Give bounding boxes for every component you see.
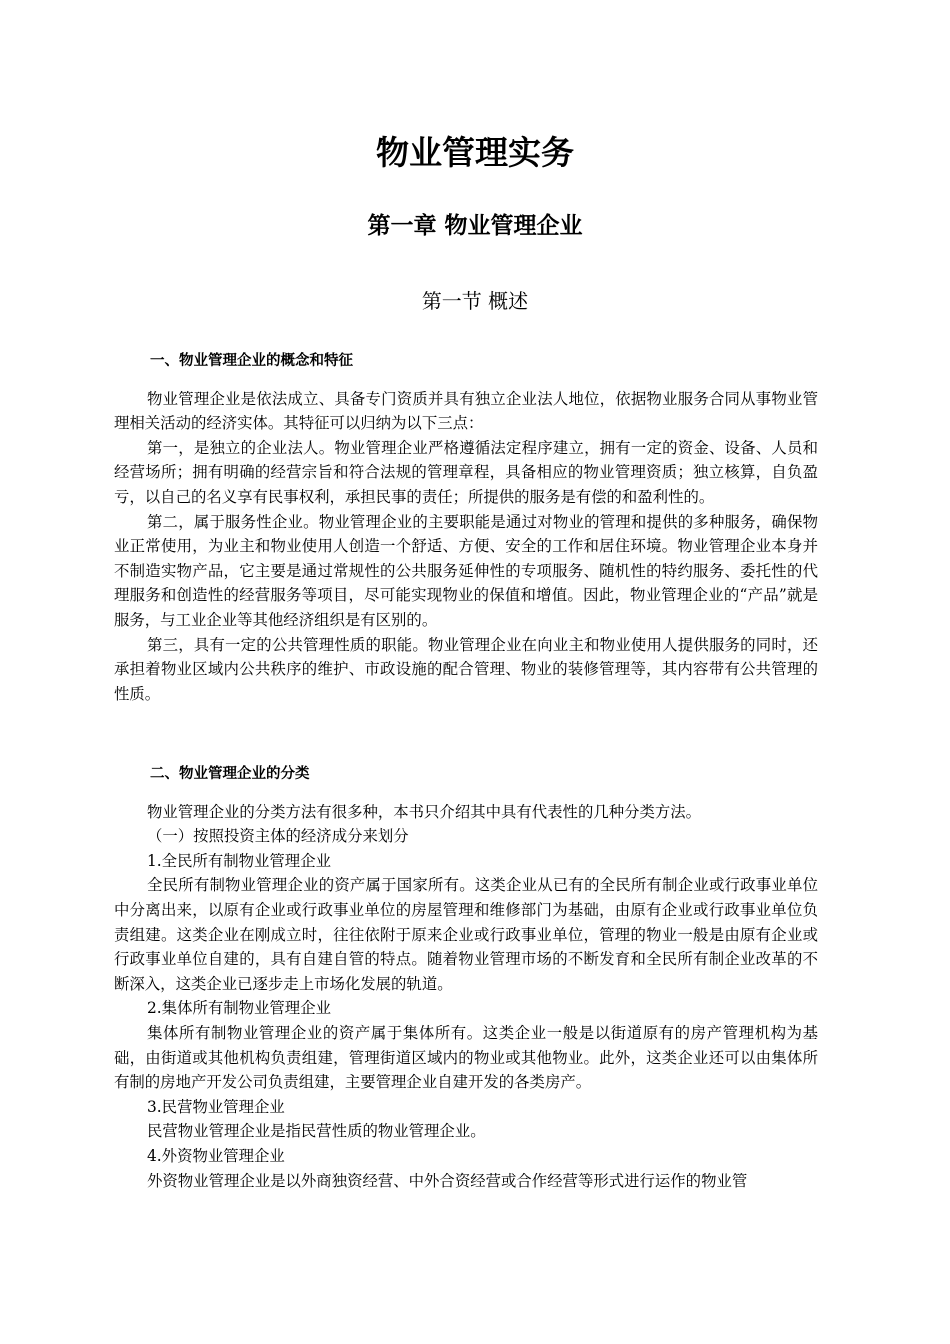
paragraph: 第二，属于服务性企业。物业管理企业的主要职能是通过对物业的管理和提供的多种服务，确保物业正常使用，为业主和物业使用人创造一个舒适、方便、安全的工作和居住环境。物业管理企业本身并不制造实物产品，它主要是通过常规性的公共服务延伸性的专项服务、随机性的特约服务、委托性的代理服务和创造性的经营服务等项目，尽可能实现物业的保值和增值。因此，物业管理企业的“产品”就是服务，与工业企业等其他经济组织是有区别的。 [114, 512, 818, 629]
paragraph: 物业管理企业是依法成立、具备专门资质并具有独立企业法人地位，依据物业服务合同从事物业管理相关活动的经济实体。其特征可以归纳为以下三点： [114, 389, 818, 433]
subheading: 1.全民所有制物业管理企业 [147, 851, 331, 870]
section-heading: 第一节 概述 [421, 289, 529, 313]
paragraph: 集体所有制物业管理企业的资产属于集体所有。这类企业一般是以街道原有的房产管理机构为基础，由街道或其他机构负责组建，管理街道区域内的物业或其他物业。此外，这类企业还可以由集体所有制的房地产开发公司负责组建，主要管理企业自建开发的各类房产。 [114, 1023, 818, 1092]
paragraph: 外资物业管理企业是以外商独资经营、中外合资经营或合作经营等形式进行运作的物业管 [147, 1171, 748, 1190]
subheading: （一）按照投资主体的经济成分来划分 [147, 827, 409, 846]
document-title: 物业管理实务 [376, 133, 574, 172]
part1-block [114, 349, 818, 706]
part2-heading: 二、物业管理企业的分类 [150, 766, 310, 782]
paragraph: 全民所有制物业管理企业的资产属于国家所有。这类企业从已有的全民所有制企业或行政事业单位中分离出来，以原有企业或行政事业单位的房屋管理和维修部门为基础，由原有企业或行政事业单位负责组建。这类企业在刚成立时，往往依附于原来企业或行政事业单位，管理的物业一般是由原有企业或行政事业单位自建的，具有自建自管的特点。随着物业管理市场的不断发育和全民所有制企业改革的不断深入，这类企业已逐步走上市场化发展的轨道。 [114, 876, 818, 993]
subheading: 4.外资物业管理企业 [147, 1146, 285, 1165]
chapter-heading: 第一章 物业管理企业 [367, 213, 583, 239]
paragraph: 第一，是独立的企业法人。物业管理企业严格遵循法定程序建立，拥有一定的资金、设备、人员和经营场所；拥有明确的经营宗旨和符合法规的管理章程，具备相应的物业管理资质；独立核算，自负盈亏，以自己的名义享有民事权利，承担民事的责任；所提供的服务是有偿的和盈利性的。 [114, 438, 818, 506]
subheading: 2.集体所有制物业管理企业 [147, 999, 331, 1018]
paragraph: 民营物业管理企业是指民营性质的物业管理企业。 [147, 1122, 486, 1141]
part1-heading: 一、物业管理企业的概念和特征 [150, 353, 353, 369]
paragraph: 物业管理企业的分类方法有很多种，本书只介绍其中具有代表性的几种分类方法。 [147, 802, 702, 821]
part2-block [114, 762, 818, 1193]
paragraph: 第三，具有一定的公共管理性质的职能。物业管理企业在向业主和物业使用人提供服务的同时，还承担着物业区域内公共秩序的维护、市政设施的配合管理、物业的装修管理等，其内容带有公共管理的性质。 [114, 635, 818, 703]
subheading: 3.民营物业管理企业 [147, 1097, 285, 1116]
